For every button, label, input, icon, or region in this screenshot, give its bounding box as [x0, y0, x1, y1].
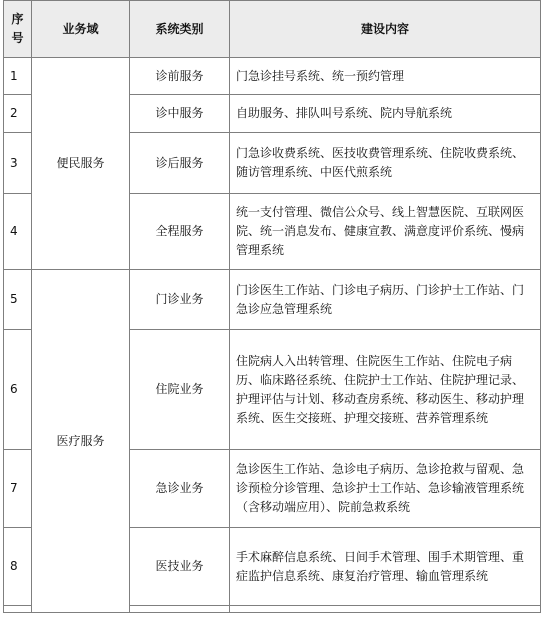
partial-cell	[4, 606, 32, 613]
category-cell: 门诊业务	[130, 270, 230, 330]
row-number: 5	[4, 270, 32, 330]
category-cell: 诊中服务	[130, 95, 230, 133]
row-number: 2	[4, 95, 32, 133]
content-cell: 门诊医生工作站、门诊电子病历、门诊护士工作站、门急诊应急管理系统	[230, 270, 541, 330]
category-cell: 医技业务	[130, 528, 230, 606]
content-cell: 住院病人入出转管理、住院医生工作站、住院电子病历、临床路径系统、住院护士工作站、住院护理记录、护理评估与计划、移动查房系统、移动医生、移动护理系统、医生交接班、护理交接班、营养管理系统	[230, 330, 541, 450]
header-no-line1: 序	[11, 12, 24, 26]
category-cell: 全程服务	[130, 194, 230, 270]
content-cell: 自助服务、排队叫号系统、院内导航系统	[230, 95, 541, 133]
domain-cell: 便民服务	[32, 58, 130, 270]
category-cell: 诊前服务	[130, 58, 230, 95]
row-number: 3	[4, 133, 32, 194]
domain-cell: 医疗服务	[32, 270, 130, 613]
construction-table	[3, 0, 541, 613]
table-row	[4, 270, 541, 330]
row-number: 4	[4, 194, 32, 270]
category-cell: 诊后服务	[130, 133, 230, 194]
row-number: 6	[4, 330, 32, 450]
partial-cell	[230, 606, 541, 613]
row-number: 7	[4, 450, 32, 528]
content-cell: 统一支付管理、微信公众号、线上智慧医院、互联网医院、统一消息发布、健康宣教、满意度评价系统、慢病管理系统	[230, 194, 541, 270]
header-category: 系统类别	[130, 1, 230, 58]
header-no	[4, 1, 32, 58]
category-cell: 急诊业务	[130, 450, 230, 528]
header-row	[4, 1, 541, 58]
content-cell: 手术麻醉信息系统、日间手术管理、围手术期管理、重症监护信息系统、康复治疗管理、输血管理系统	[230, 528, 541, 606]
content-cell: 门急诊挂号系统、统一预约管理	[230, 58, 541, 95]
header-domain: 业务域	[32, 1, 130, 58]
content-cell: 门急诊收费系统、医技收费管理系统、住院收费系统、随访管理系统、中医代煎系统	[230, 133, 541, 194]
header-content: 建设内容	[230, 1, 541, 58]
partial-cell	[130, 606, 230, 613]
table-row	[4, 58, 541, 95]
header-no-line2: 号	[11, 31, 24, 45]
content-cell: 急诊医生工作站、急诊电子病历、急诊抢救与留观、急诊预检分诊管理、急诊护士工作站、急诊输液管理系统（含移动端应用）、院前急救系统	[230, 450, 541, 528]
row-number: 1	[4, 58, 32, 95]
row-number: 8	[4, 528, 32, 606]
category-cell: 住院业务	[130, 330, 230, 450]
